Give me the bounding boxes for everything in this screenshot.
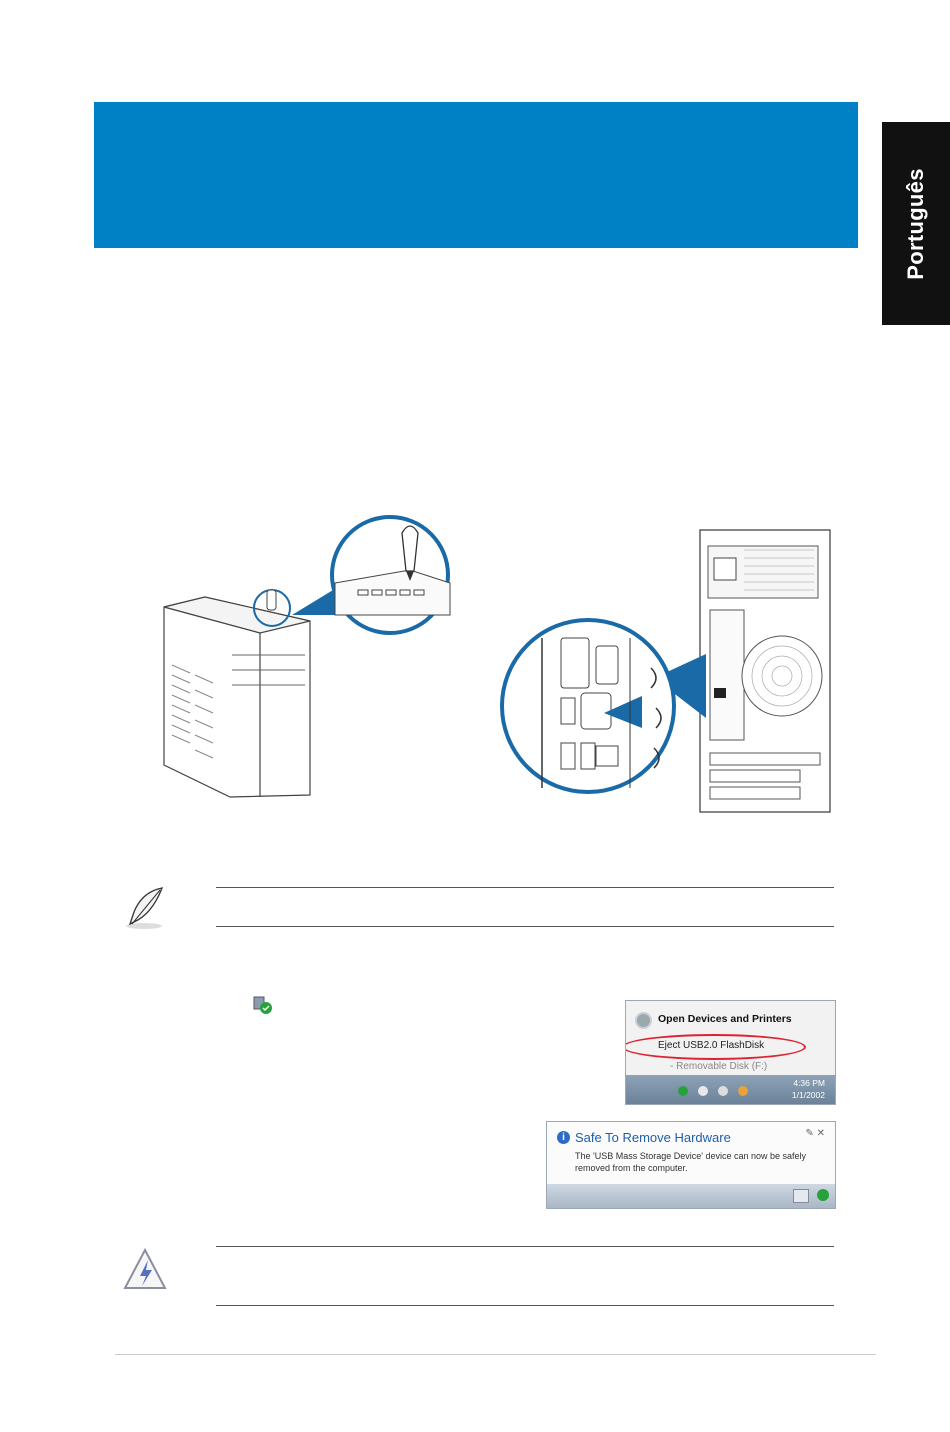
- info-icon: i: [557, 1131, 570, 1144]
- notification-taskbar: [547, 1184, 835, 1208]
- notification-body-line1: The 'USB Mass Storage Device' device can now be safely: [575, 1151, 807, 1161]
- menu-item-removable-disk: - Removable Disk (F:): [670, 1061, 768, 1072]
- note-bottom-rule: [216, 926, 834, 927]
- notification-body: [575, 1150, 806, 1174]
- tray-context-menu: [625, 1000, 836, 1105]
- language-tab-label: Português: [903, 167, 928, 280]
- menu-item-eject-usb[interactable]: Eject USB2.0 FlashDisk: [658, 1040, 765, 1051]
- safe-remove-notification: [546, 1121, 836, 1209]
- devices-icon: [635, 1012, 652, 1029]
- safely-remove-hardware-icon: [251, 995, 273, 1015]
- tray-show-desktop-icon[interactable]: [793, 1189, 809, 1203]
- tray-safely-remove-icon[interactable]: [817, 1189, 829, 1201]
- menu-item-open-devices[interactable]: Open Devices and Printers: [658, 1013, 792, 1025]
- tray-network-icon[interactable]: [698, 1086, 708, 1096]
- lightning-warning-icon: [122, 1246, 168, 1294]
- tray-flag-icon[interactable]: [738, 1086, 748, 1096]
- tray-volume-icon[interactable]: [718, 1086, 728, 1096]
- clock-time: 4:36 PM: [793, 1078, 825, 1088]
- clock-date: 1/1/2002: [791, 1090, 825, 1100]
- note-top-rule: [216, 887, 834, 888]
- warning-bottom-rule: [216, 1305, 834, 1306]
- warning-top-rule: [216, 1246, 834, 1247]
- notification-body-line2: removed from the computer.: [575, 1163, 688, 1173]
- tray-safely-remove-icon[interactable]: [678, 1086, 688, 1096]
- footer-rule: [115, 1354, 876, 1355]
- feather-pen-icon: [122, 884, 166, 932]
- notification-title: Safe To Remove Hardware: [575, 1130, 731, 1145]
- tower-front-illustration: [150, 505, 460, 805]
- language-tab: [882, 122, 950, 325]
- tray-clock[interactable]: [792, 1077, 825, 1101]
- tower-rear-illustration: [496, 528, 836, 815]
- header-band: [94, 102, 858, 248]
- taskbar: [626, 1075, 835, 1104]
- notification-controls[interactable]: ✎ ✕: [805, 1128, 825, 1139]
